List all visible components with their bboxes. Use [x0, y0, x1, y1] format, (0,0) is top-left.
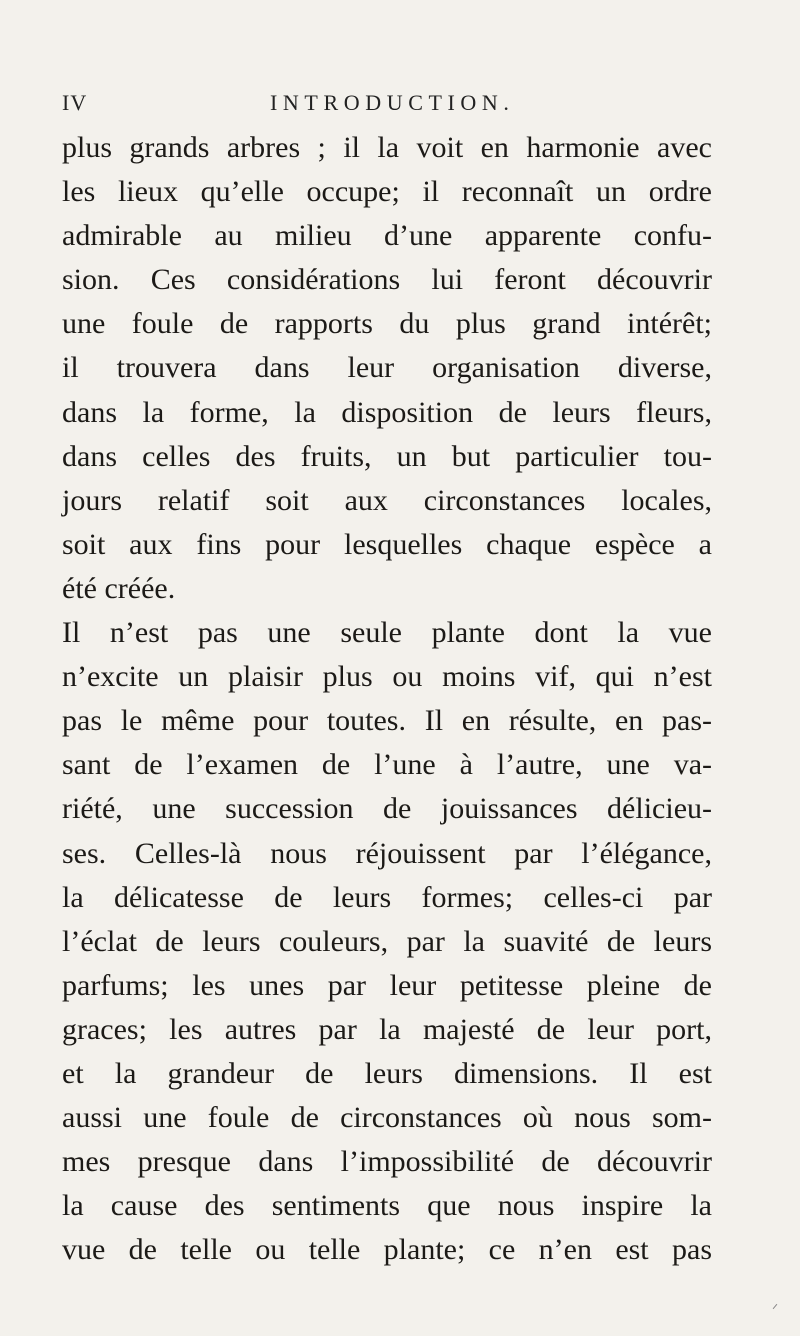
text-line: ses. Celles-là nous réjouissent par l’élégance, [62, 836, 712, 870]
text-line: aussi une foule de circonstances où nous som- [62, 1101, 712, 1135]
text-line: une foule de rapports du plus grand intérêt; [62, 307, 712, 341]
running-title: INTRODUCTION. [270, 90, 515, 115]
text-line: les lieux qu’elle occupe; il reconnaît un ordre [62, 175, 712, 209]
text-line: jours relatif soit aux circonstances locales, [62, 483, 712, 517]
text-line: admirable au milieu d’une apparente confu- [62, 219, 712, 253]
text-line: n’excite un plaisir plus ou moins vif, qui n’est [62, 660, 712, 694]
text-line: soit aux fins pour lesquelles chaque espèce a [62, 527, 712, 561]
body-text [62, 126, 712, 1272]
text-line: dans la forme, la disposition de leurs fleurs, [62, 395, 712, 429]
text-line: plus grands arbres ; il la voit en harmonie avec [62, 131, 712, 164]
paper-speck [773, 1304, 778, 1309]
running-head [0, 90, 800, 120]
text-line: sion. Ces considérations lui feront découvrir [62, 263, 712, 297]
text-line: la délicatesse de leurs formes; celles-ci par [62, 880, 712, 914]
text-line: dans celles des fruits, un but particulier tou- [62, 439, 712, 473]
text-line: la cause des sentiments que nous inspire la [62, 1189, 712, 1223]
text-line: riété, une succession de jouissances délicieu- [62, 792, 712, 826]
text-line: sant de l’examen de l’une à l’autre, une va- [62, 748, 712, 782]
text-line: graces; les autres par la majesté de leur port, [62, 1012, 712, 1046]
text-line: parfums; les unes par leur petitesse pleine de [62, 968, 712, 1002]
text-line: mes presque dans l’impossibilité de découvrir [62, 1145, 712, 1179]
paragraph-last-line: été créée. [62, 571, 176, 605]
text-line: l’éclat de leurs couleurs, par la suavité de leurs [62, 924, 712, 958]
text-line: pas le même pour toutes. Il en résulte, en pas- [62, 704, 712, 738]
text-line: et la grandeur de leurs dimensions. Il est [62, 1056, 712, 1090]
paragraph-first-line: Il n’est pas une seule plante dont la vue [62, 616, 712, 650]
text-line: il trouvera dans leur organisation diverse, [62, 351, 712, 385]
page-number: IV [62, 90, 88, 115]
text-line: vue de telle ou telle plante; ce n’en est pas [62, 1233, 712, 1267]
